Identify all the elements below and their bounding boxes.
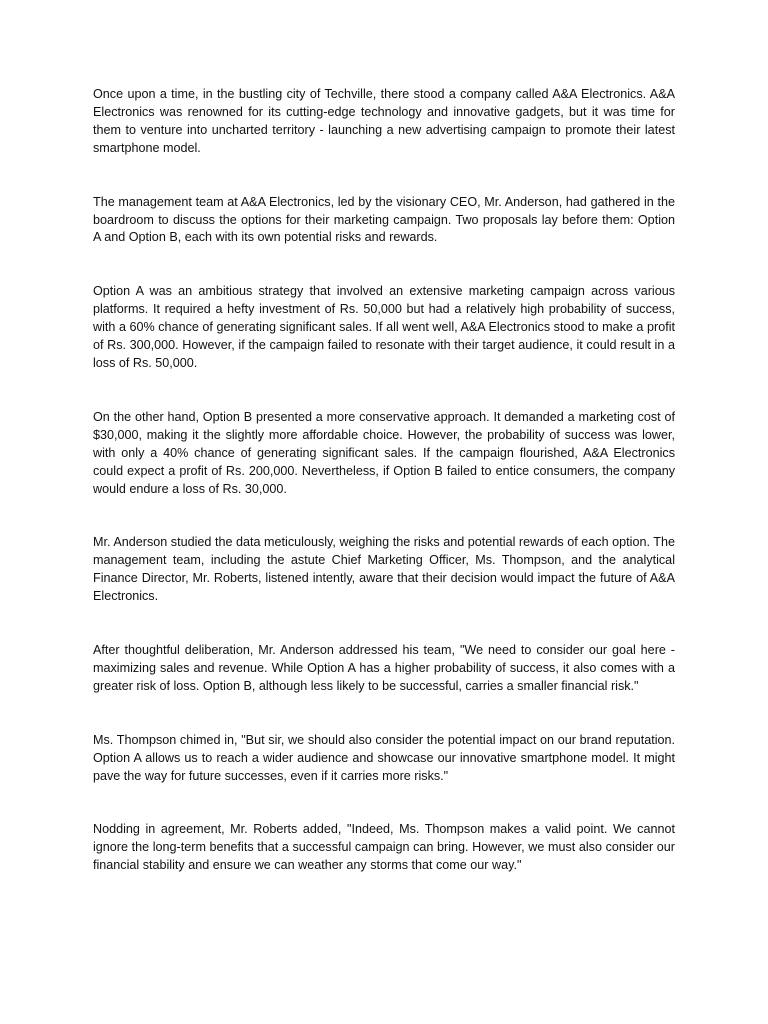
- document-body: [93, 86, 675, 875]
- paragraph-intro: Once upon a time, in the bustling city of Techville, there stood a company called A&A Electronics. A&A Electronics was renowned for its cutting-edge technology and innovative gadgets, but it was time for them to venture into uncharted territory - launching a new advertising campaign to promote their latest smartphone model.: [93, 87, 675, 155]
- paragraph-management-team: The management team at A&A Electronics, led by the visionary CEO, Mr. Anderson, had gathered in the boardroom to discuss the options for their marketing campaign. Two proposals lay before them: Option A and Option B, each with its own potential risks and rewards.: [93, 194, 675, 245]
- paragraph-anderson-quote: After thoughtful deliberation, Mr. Anderson addressed his team, "We need to consider our goal here - maximizing sales and revenue. While Option A has a higher probability of success, it also comes with a greater risk of loss. Option B, although less likely to be successful, carries a smaller financial risk.": [93, 643, 675, 693]
- paragraph-roberts-quote: Nodding in agreement, Mr. Roberts added, "Indeed, Ms. Thompson makes a valid point. We cannot ignore the long-term benefits that a successful campaign can bring. However, we must also consider our financial stability and ensure we can weather any storms that come our way.": [93, 822, 675, 873]
- paragraph-deliberation: Mr. Anderson studied the data meticulously, weighing the risks and potential rewards of each option. The management team, including the astute Chief Marketing Officer, Ms. Thompson, and the analytical Finance Director, Mr. Roberts, listened intently, aware that their decision would impact the future of A&A Electronics.: [93, 535, 675, 604]
- paragraph-option-b: On the other hand, Option B presented a more conservative approach. It demanded a marketing cost of $30,000, making it the slightly more affordable choice. However, the probability of success was lower, with only a 40% chance of generating significant sales. If the campaign flourished, A&A Electronics could expect a profit of Rs. 200,000. Nevertheless, if Option B failed to entice consumers, the company would endure a loss of Rs. 30,000.: [93, 409, 675, 496]
- paragraph-thompson-quote: Ms. Thompson chimed in, "But sir, we should also consider the potential impact on our brand reputation. Option A allows us to reach a wider audience and showcase our innovative smartphone model. It might pave the way for future successes, even if it carries more risks.": [93, 732, 675, 783]
- paragraph-option-a: Option A was an ambitious strategy that involved an extensive marketing campaign across various platforms. It required a hefty investment of Rs. 50,000 but had a relatively high probability of success, with a 60% chance of generating significant sales. If all went well, A&A Electronics stood to make a profit of Rs. 300,000. However, if the campaign failed to resonate with their target audience, it could result in a loss of Rs. 50,000.: [93, 284, 675, 370]
